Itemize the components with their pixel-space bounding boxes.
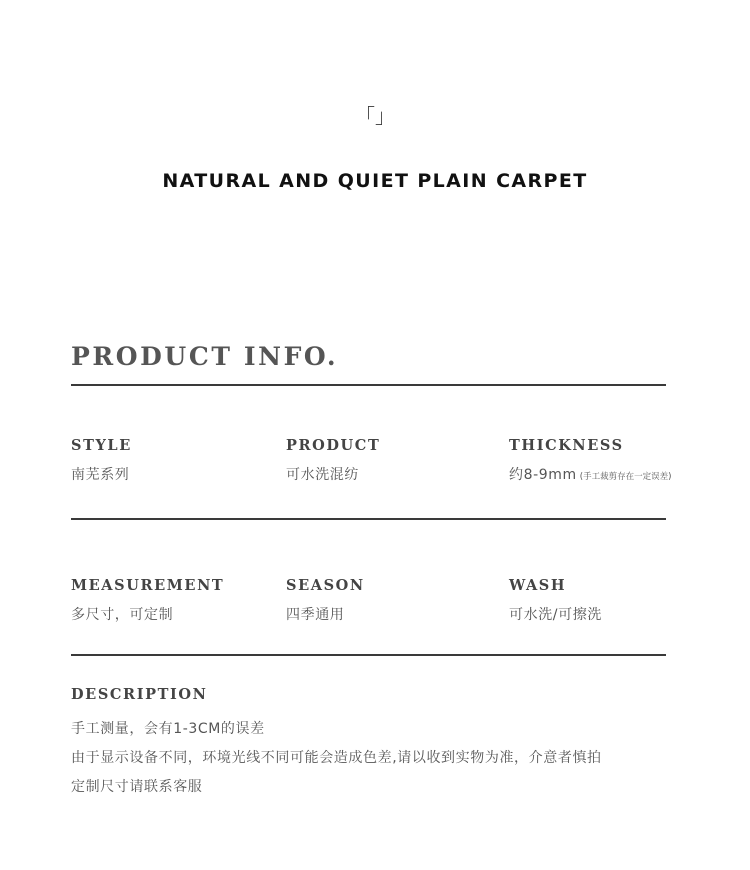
style-value: 南芜系列: [71, 467, 130, 483]
divider-top: [71, 384, 666, 386]
description-line: 定制尺寸请联系客服: [71, 779, 203, 795]
bracket-mark: 「」: [355, 104, 395, 128]
measurement-value: 多尺寸，可定制: [71, 607, 174, 623]
thickness-value: 约8-9mm: [509, 467, 577, 483]
thickness-label: THICKNESS: [509, 437, 624, 454]
description-line: 手工测量，会有1-3CM的误差: [71, 721, 265, 737]
season-value: 四季通用: [286, 607, 345, 623]
thickness-value-wrap: [509, 464, 671, 484]
style-label: STYLE: [71, 437, 132, 454]
divider-middle: [71, 518, 666, 520]
section-title: PRODUCT INFO.: [71, 342, 339, 371]
description-line: 由于显示设备不同，环境光线不同可能会造成色差,请以收到实物为准，介意者慎拍: [71, 750, 602, 766]
measurement-label: MEASUREMENT: [71, 577, 225, 594]
wash-label: WASH: [509, 577, 567, 594]
wash-value: 可水洗/可擦洗: [509, 607, 602, 623]
thickness-note: (手工裁剪存在一定误差): [579, 472, 672, 482]
description-label: DESCRIPTION: [71, 686, 208, 703]
product-value: 可水洗混纺: [286, 467, 359, 483]
season-label: SEASON: [286, 577, 365, 594]
headline: NATURAL AND QUIET PLAIN CARPET: [162, 170, 588, 192]
product-label: PRODUCT: [286, 437, 381, 454]
divider-bottom: [71, 654, 666, 656]
